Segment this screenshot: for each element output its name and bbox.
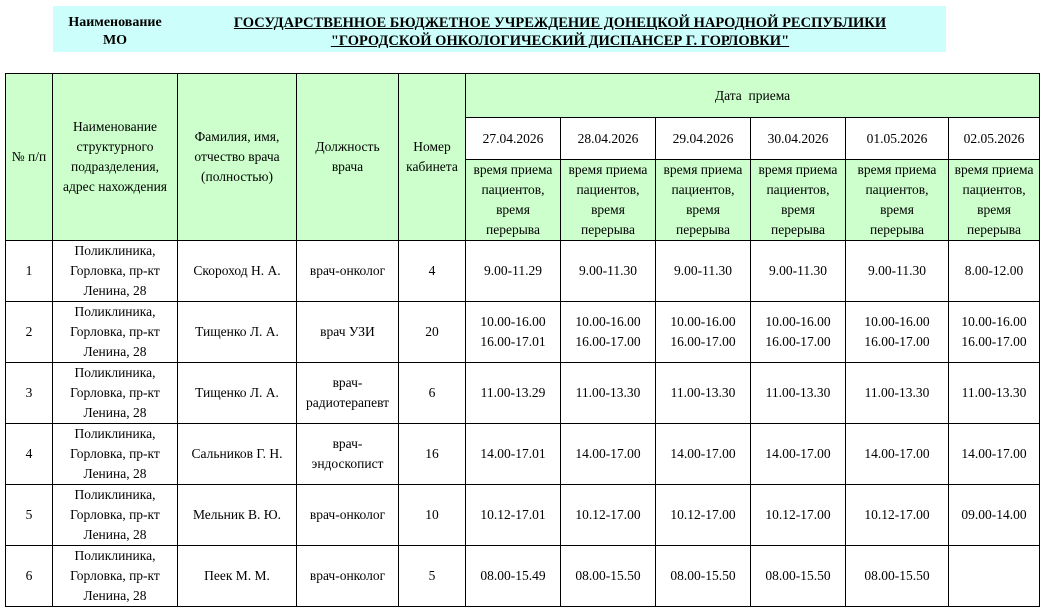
cell-position-line: врач-онколог <box>309 568 386 583</box>
cell-position-line: эндоскопист <box>311 456 384 471</box>
org-title-line1: ГОСУДАРСТВЕННОЕ БЮДЖЕТНОЕ УЧРЕЖДЕНИЕ ДОНЕЦКОЙ НАРОДНОЙ РЕСПУБЛИКИ <box>233 15 887 31</box>
cell-time-line: 10.12-17.01 <box>480 507 546 522</box>
cell-time-line: 9.00-11.29 <box>484 263 542 278</box>
cell-time-line: 08.00-15.50 <box>670 568 736 583</box>
cell-unit <box>53 485 178 546</box>
time-header-line: время приема <box>663 162 743 177</box>
table-row <box>6 241 1040 302</box>
cell-time-line: 10.12-17.00 <box>765 507 831 522</box>
cell-time-line: 10.00-16.00 <box>961 314 1027 329</box>
cell-position-line: врач- <box>332 436 363 451</box>
cell-unit-line: Ленина, 28 <box>83 344 147 359</box>
cell-time <box>949 241 1040 302</box>
date-header: 02.05.2026 <box>949 118 1040 160</box>
cell-time-line: 14.00-17.00 <box>575 446 641 461</box>
time-header-line: время <box>880 202 914 217</box>
cell-time <box>949 424 1040 485</box>
cell-num: 4 <box>6 424 53 485</box>
col-header-name <box>178 74 297 241</box>
cell-time-line: 11.00-13.30 <box>864 385 930 400</box>
cell-unit-line: Горловка, пр-кт <box>70 324 160 339</box>
cell-unit-line: Горловка, пр-кт <box>70 385 160 400</box>
cell-time-line: 14.00-17.00 <box>765 446 831 461</box>
cell-position-line: врач- <box>332 375 363 390</box>
cell-time-line: 14.00-17.00 <box>670 446 736 461</box>
time-header-line: время приема <box>954 162 1034 177</box>
cell-time <box>656 363 751 424</box>
cell-time-line: 9.00-11.30 <box>674 263 732 278</box>
cell-time <box>846 302 949 363</box>
schedule-table <box>5 73 1040 607</box>
cell-time-line: 16.00-17.00 <box>670 334 736 349</box>
cell-unit-line: Поликлиника, <box>74 426 156 441</box>
cell-time <box>656 302 751 363</box>
time-header-line: перерыва <box>676 222 730 237</box>
cell-time <box>466 302 561 363</box>
cell-room: 5 <box>399 546 466 607</box>
time-header-line: время <box>977 202 1011 217</box>
cell-unit-line: Поликлиника, <box>74 548 156 563</box>
table-row <box>6 363 1040 424</box>
cell-time <box>751 302 846 363</box>
cell-time <box>751 363 846 424</box>
cell-time <box>949 302 1040 363</box>
cell-time <box>751 546 846 607</box>
cell-num: 3 <box>6 363 53 424</box>
cell-time-line: 14.00-17.00 <box>864 446 930 461</box>
cell-time-line: 8.00-12.00 <box>964 263 1024 278</box>
cell-time-line: 16.00-17.00 <box>864 334 930 349</box>
cell-time <box>466 485 561 546</box>
cell-time <box>466 546 561 607</box>
table-row <box>6 546 1040 607</box>
time-header <box>846 160 949 241</box>
cell-time <box>846 424 949 485</box>
cell-unit-line: Горловка, пр-кт <box>70 568 160 583</box>
cell-time <box>656 485 751 546</box>
cell-time-line: 10.00-16.00 <box>864 314 930 329</box>
cell-unit-line: Ленина, 28 <box>83 527 147 542</box>
cell-time-line: 9.00-11.30 <box>579 263 637 278</box>
col-header-position-line: врача <box>331 159 364 174</box>
mo-label-line2: МО <box>102 33 128 48</box>
cell-position <box>297 485 399 546</box>
date-header: 30.04.2026 <box>751 118 846 160</box>
cell-unit <box>53 302 178 363</box>
cell-time <box>466 241 561 302</box>
cell-time-line: 16.00-17.00 <box>961 334 1027 349</box>
time-header-line: перерыва <box>870 222 924 237</box>
time-header <box>656 160 751 241</box>
cell-doctor-name: Пеек М. М. <box>178 546 297 607</box>
col-header-unit-line: адрес нахождения <box>62 179 168 194</box>
cell-time-line: 11.00-13.29 <box>480 385 546 400</box>
cell-unit-line: Горловка, пр-кт <box>70 446 160 461</box>
cell-unit-line: Ленина, 28 <box>83 405 147 420</box>
cell-position <box>297 302 399 363</box>
org-title <box>200 14 920 50</box>
time-header-line: время приема <box>473 162 553 177</box>
time-header-line: пациентов, <box>962 182 1026 197</box>
cell-time-line: 14.00-17.01 <box>480 446 546 461</box>
cell-doctor-name: Мельник В. Ю. <box>178 485 297 546</box>
cell-unit <box>53 546 178 607</box>
cell-time-line: 08.00-15.50 <box>575 568 641 583</box>
cell-unit-line: Ленина, 28 <box>83 283 147 298</box>
cell-room: 6 <box>399 363 466 424</box>
cell-num: 6 <box>6 546 53 607</box>
cell-unit-line: Ленина, 28 <box>83 588 147 603</box>
cell-doctor-name: Тищенко Л. А. <box>178 302 297 363</box>
time-header-line: пациентов, <box>671 182 735 197</box>
table-row <box>6 424 1040 485</box>
col-header-name-line: (полностью) <box>201 169 273 184</box>
cell-time-line: 11.00-13.30 <box>765 385 831 400</box>
cell-room: 4 <box>399 241 466 302</box>
cell-position <box>297 424 399 485</box>
cell-time <box>751 241 846 302</box>
time-header-line: время <box>496 202 530 217</box>
cell-room: 10 <box>399 485 466 546</box>
cell-time <box>561 302 656 363</box>
time-header <box>466 160 561 241</box>
mo-label-line1: Наименование <box>68 15 162 30</box>
col-header-position-line: Должность <box>315 139 380 154</box>
cell-time-line: 10.12-17.00 <box>575 507 641 522</box>
cell-position-line: радиотерапевт <box>305 395 390 410</box>
time-header-line: пациентов, <box>766 182 830 197</box>
cell-time-line: 11.00-13.30 <box>575 385 641 400</box>
col-header-room-line: кабинета <box>406 159 458 174</box>
cell-doctor-name: Скороход Н. А. <box>178 241 297 302</box>
cell-room: 16 <box>399 424 466 485</box>
cell-doctor-name: Тищенко Л. А. <box>178 363 297 424</box>
time-header-line: пациентов, <box>865 182 929 197</box>
col-header-unit-line: подразделения, <box>71 159 159 174</box>
cell-position-line: врач УЗИ <box>320 324 375 339</box>
col-header-room-line: Номер <box>413 139 451 154</box>
cell-time <box>949 485 1040 546</box>
cell-time <box>466 424 561 485</box>
time-header-line: время <box>781 202 815 217</box>
cell-time-line: 10.12-17.00 <box>864 507 930 522</box>
col-header-name-line: Фамилия, имя, <box>194 129 280 144</box>
cell-unit-line: Горловка, пр-кт <box>70 263 160 278</box>
col-header-unit-line: Наименование <box>72 119 158 134</box>
cell-time <box>656 241 751 302</box>
time-header-line: перерыва <box>771 222 825 237</box>
time-header-line: пациентов, <box>481 182 545 197</box>
cell-unit-line: Поликлиника, <box>74 487 156 502</box>
cell-time-line: 10.12-17.00 <box>670 507 736 522</box>
cell-time <box>949 363 1040 424</box>
cell-time-line: 08.00-15.50 <box>864 568 930 583</box>
col-header-unit-line: структурного <box>76 139 154 154</box>
time-header <box>561 160 656 241</box>
time-header-line: время приема <box>568 162 648 177</box>
cell-num: 1 <box>6 241 53 302</box>
cell-position-line: врач-онколог <box>309 263 386 278</box>
cell-unit-line: Поликлиника, <box>74 243 156 258</box>
cell-unit <box>53 363 178 424</box>
cell-time <box>561 485 656 546</box>
mo-label <box>62 14 168 50</box>
cell-time <box>656 546 751 607</box>
cell-time-line: 08.00-15.49 <box>480 568 546 583</box>
table-row <box>6 302 1040 363</box>
date-header: 29.04.2026 <box>656 118 751 160</box>
cell-time <box>561 424 656 485</box>
cell-time-line: 10.00-16.00 <box>575 314 641 329</box>
cell-time-line: 11.00-13.30 <box>670 385 736 400</box>
time-header-line: время <box>686 202 720 217</box>
cell-time <box>561 241 656 302</box>
cell-time-line: 08.00-15.50 <box>765 568 831 583</box>
col-header-unit <box>53 74 178 241</box>
cell-time <box>846 546 949 607</box>
cell-time <box>561 546 656 607</box>
cell-time <box>751 485 846 546</box>
cell-time-line: 11.00-13.30 <box>961 385 1027 400</box>
cell-time-line: 16.00-17.00 <box>575 334 641 349</box>
cell-time-line: 9.00-11.30 <box>868 263 926 278</box>
date-header: 28.04.2026 <box>561 118 656 160</box>
cell-num: 2 <box>6 302 53 363</box>
cell-time <box>751 424 846 485</box>
cell-time <box>466 363 561 424</box>
table-row <box>6 485 1040 546</box>
cell-time <box>846 485 949 546</box>
cell-position-line: врач-онколог <box>309 507 386 522</box>
time-header-line: время приема <box>758 162 838 177</box>
cell-time-line: 16.00-17.00 <box>765 334 831 349</box>
cell-unit-line: Поликлиника, <box>74 304 156 319</box>
cell-time-line: 16.00-17.01 <box>480 334 546 349</box>
time-header-line: время <box>591 202 625 217</box>
cell-room: 20 <box>399 302 466 363</box>
cell-unit <box>53 241 178 302</box>
time-header-line: пациентов, <box>576 182 640 197</box>
cell-time-line: 10.00-16.00 <box>670 314 736 329</box>
col-header-date-group: Дата приема <box>466 74 1040 118</box>
col-header-name-line: отчество врача <box>194 149 280 164</box>
cell-position <box>297 363 399 424</box>
cell-num: 5 <box>6 485 53 546</box>
cell-time <box>561 363 656 424</box>
time-header-line: перерыва <box>486 222 540 237</box>
time-header <box>751 160 846 241</box>
date-header: 01.05.2026 <box>846 118 949 160</box>
time-header <box>949 160 1040 241</box>
time-header-line: время приема <box>857 162 937 177</box>
cell-time-line: 14.00-17.00 <box>961 446 1027 461</box>
cell-time-line: 09.00-14.00 <box>961 507 1027 522</box>
col-header-room <box>399 74 466 241</box>
cell-time <box>846 241 949 302</box>
cell-time <box>846 363 949 424</box>
cell-unit-line: Горловка, пр-кт <box>70 507 160 522</box>
time-header-line: перерыва <box>967 222 1021 237</box>
cell-unit-line: Поликлиника, <box>74 365 156 380</box>
cell-time-line: 9.00-11.30 <box>769 263 827 278</box>
cell-position <box>297 241 399 302</box>
col-header-num: № п/п <box>6 74 53 241</box>
cell-time-line: 10.00-16.00 <box>480 314 546 329</box>
cell-time <box>949 546 1040 607</box>
org-title-line2: "ГОРОДСКОЙ ОНКОЛОГИЧЕСКИЙ ДИСПАНСЕР Г. ГОРЛОВКИ" <box>330 33 790 49</box>
cell-doctor-name: Сальников Г. Н. <box>178 424 297 485</box>
cell-unit <box>53 424 178 485</box>
cell-time-line: 10.00-16.00 <box>765 314 831 329</box>
cell-position <box>297 546 399 607</box>
col-header-position <box>297 74 399 241</box>
date-header: 27.04.2026 <box>466 118 561 160</box>
time-header-line: перерыва <box>581 222 635 237</box>
cell-time <box>656 424 751 485</box>
cell-unit-line: Ленина, 28 <box>83 466 147 481</box>
